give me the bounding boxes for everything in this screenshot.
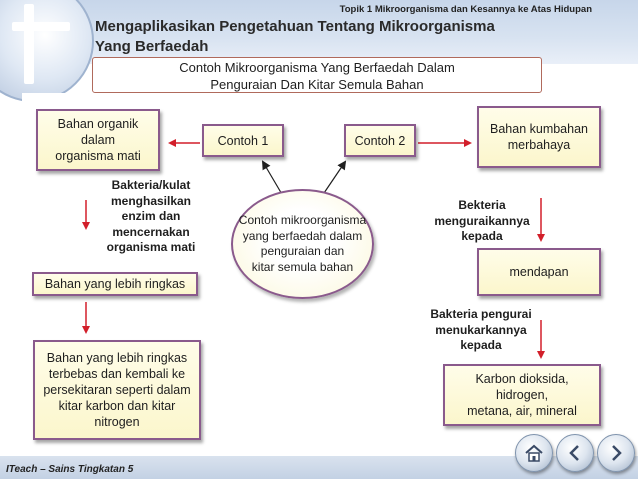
- right-box3-line: hidrogen,: [495, 388, 549, 402]
- back-arrow-icon: [566, 444, 584, 462]
- left-box3-line: Bahan yang lebih ringkas: [46, 351, 188, 365]
- right-box3-line: metana, air, mineral: [467, 404, 577, 418]
- contoh-2-box: [344, 124, 416, 157]
- right-process-text-1: [428, 198, 536, 245]
- left-process-line: organisma mati: [106, 240, 196, 254]
- title-line-2: Yang Berfaedah: [95, 38, 209, 55]
- home-icon: [524, 444, 544, 462]
- home-button[interactable]: [515, 434, 553, 472]
- title-line-1: Mengaplikasikan Pengetahuan Tentang Mikroorganisma: [95, 18, 495, 35]
- subtitle-line-1: Contoh Mikroorganisma Yang Berfaedah Dalam: [179, 60, 455, 75]
- right-box-products: [443, 364, 601, 426]
- left-box-simpler-substance: [32, 272, 198, 296]
- footer-label: ITeach – Sains Tingkatan 5: [6, 464, 134, 475]
- left-process-line: mencernakan: [112, 224, 190, 239]
- contoh-2-label: Contoh 2: [354, 133, 406, 148]
- left-box3-line: persekitaran seperti dalam: [43, 383, 191, 397]
- left-box-organic-matter: [36, 109, 160, 171]
- right-process1-line: kepada: [461, 229, 503, 243]
- left-box3-line: nitrogen: [94, 415, 140, 429]
- right-box1-line: merbahaya: [507, 138, 571, 152]
- left-process-line: Bakteria/kulat: [111, 178, 191, 192]
- center-line: Contoh mikroorganisma: [238, 213, 367, 227]
- left-box3-line: terbebas dan kembali ke: [48, 367, 186, 381]
- subtitle-line-2: Penguraian Dan Kitar Semula Bahan: [210, 77, 424, 92]
- right-box1-line: Bahan kumbahan: [490, 122, 588, 136]
- right-process-text-2: [424, 307, 538, 354]
- left-box1-line: dalam: [80, 133, 116, 147]
- center-line: penguraian dan: [260, 244, 345, 258]
- topic-label: Topik 1 Mikroorganisma dan Kesannya ke Atas Hidupan: [339, 4, 592, 15]
- left-box3-line: kitar karbon dan kitar: [58, 399, 176, 413]
- left-box1-line: Bahan organik: [57, 117, 139, 131]
- forward-button[interactable]: [597, 434, 635, 472]
- left-box-released: [33, 340, 201, 440]
- left-process-line: menghasilkan: [110, 193, 192, 208]
- right-box-sediment: [477, 248, 601, 296]
- left-process-line: enzim dan: [121, 209, 181, 223]
- right-process2-line: kepada: [460, 338, 502, 352]
- contoh-1-box: [202, 124, 284, 157]
- center-ellipse: [231, 189, 374, 299]
- right-process1-line: menguraikannya: [434, 213, 530, 228]
- forward-arrow-icon: [607, 444, 625, 462]
- right-process1-line: Bekteria: [458, 198, 506, 212]
- right-box3-line: Karbon dioksida,: [475, 372, 569, 386]
- center-line: yang berfaedah dalam: [242, 228, 363, 243]
- back-button[interactable]: [556, 434, 594, 472]
- left-process-text: [104, 178, 198, 256]
- contoh-1-label: Contoh 1: [217, 133, 269, 148]
- arrow-center-to-contoh2: [322, 162, 345, 196]
- left-box2-label: Bahan yang lebih ringkas: [44, 277, 186, 291]
- right-process2-line: Bakteria pengurai: [430, 307, 532, 321]
- right-box2-label: mendapan: [509, 265, 569, 279]
- left-box1-line: organisma mati: [55, 149, 141, 163]
- right-process2-line: menukarkannya: [435, 322, 527, 337]
- center-line: kitar semula bahan: [251, 259, 354, 274]
- right-box-sewage: [477, 106, 601, 168]
